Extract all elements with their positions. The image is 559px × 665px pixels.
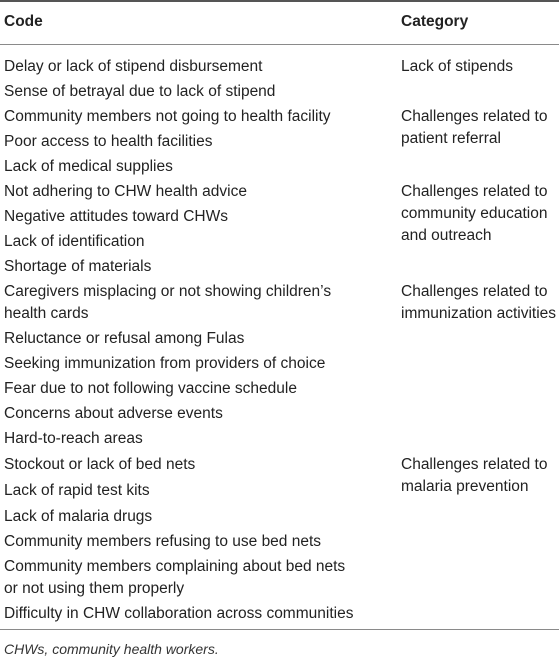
category-line: and outreach [401,227,492,244]
code-line: Lack of malaria drugs [4,508,153,525]
category-line: Challenges related to [401,183,548,200]
code-line: Community members refusing to use bed nets [4,533,322,550]
code-line: or not using them properly [4,580,185,597]
table-header-row [0,0,559,44]
code-line: Negative attitudes toward CHWs [4,208,228,225]
code-line: Poor access to health facilities [4,133,213,150]
category-cell [401,181,556,247]
category-cell [401,56,556,78]
category-cell [401,281,556,325]
header-category: Category [401,13,469,30]
category-line: Challenges related to [401,456,548,473]
code-line: Seeking immunization from providers of choice [4,355,326,372]
table-footnote: CHWs, community health workers. [4,641,219,657]
code-line: Concerns about adverse events [4,405,223,422]
code-line: Caregivers misplacing or not showing children’s [4,283,332,300]
category-cell [401,454,556,498]
code-line: Community members complaining about bed nets [4,558,346,575]
code-line: Delay or lack of stipend disbursement [4,58,263,75]
header-rule [0,44,559,45]
category-line: malaria prevention [401,478,529,495]
code-line: Lack of rapid test kits [4,482,150,499]
code-line: health cards [4,305,89,322]
category-line: Lack of stipends [401,58,514,75]
category-cell [401,106,556,150]
header-code: Code [4,13,43,30]
code-line: Stockout or lack of bed nets [4,456,196,473]
code-line: Lack of medical supplies [4,158,173,175]
code-line: Difficulty in CHW collaboration across communities [4,605,354,622]
category-line: immunization activities [401,305,557,322]
code-line: Fear due to not following vaccine schedule [4,380,297,397]
code-line: Reluctance or refusal among Fulas [4,330,245,347]
code-line: Hard-to-reach areas [4,430,143,447]
category-line: Challenges related to [401,108,548,125]
category-line: patient referral [401,130,501,147]
category-line: community education [401,205,548,222]
code-line: Community members not going to health facility [4,108,331,125]
code-line: Sense of betrayal due to lack of stipend [4,83,276,100]
code-line: Shortage of materials [4,258,152,275]
category-line: Challenges related to [401,283,548,300]
table-bottom-rule [0,629,559,630]
code-line: Lack of identification [4,233,145,250]
code-line: Not adhering to CHW health advice [4,183,247,200]
